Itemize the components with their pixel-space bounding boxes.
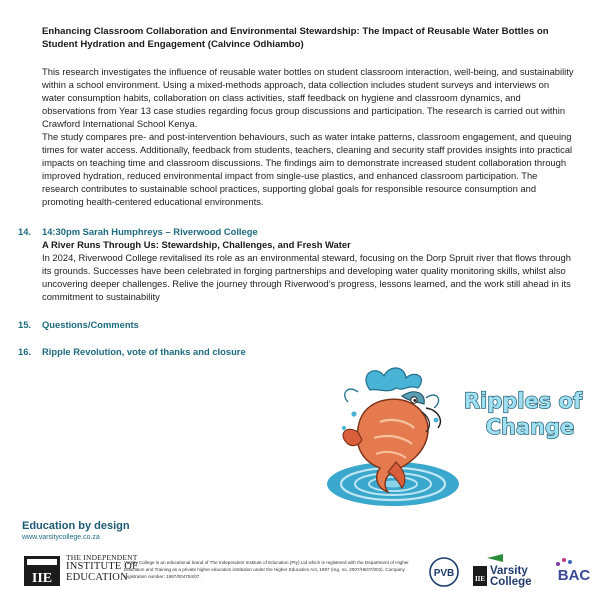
- agenda-item-number: 16.: [18, 346, 32, 357]
- agenda-item-heading: 14:30pm Sarah Humphreys – Riverwood College: [42, 226, 258, 237]
- legal-disclaimer: Varsity College is an educational brand of The Independent Institute of Education (Pty) Ltd which is registered with the Department of Higher Education and Training as a private higher education institution under the Higher Education Act, 1997 (reg. no. 2007/HE07/002). Company registration number: 1987/004754/07.: [124, 560, 409, 579]
- ripples-of-change-illustration: [318, 362, 598, 512]
- varsity-college-mark: IIE: [474, 575, 486, 583]
- talk-title: Enhancing Classroom Collaboration and Environmental Stewardship: The Impact of Reusable Water Bottles on Student Hydration and Engagement (Calvince Odhiambo): [42, 26, 549, 50]
- varsity-college-logo: [473, 552, 543, 588]
- agenda-item-16: [18, 345, 578, 358]
- agenda-item-subtitle: A River Runs Through Us: Stewardship, Challenges, and Fresh Water: [42, 239, 351, 250]
- abstract-paragraph-1: This research investigates the influence of reusable water bottles on student classroom interaction, well-being, and sustainability within a school environment. Using a mixed-methods approach, data collection includes student surveys and interviews on water consumption habits, collaboration on class activities, staff feedback on hygiene and classroom dynamics, and observations from Year 13 case studies regarding focus group discussions and participation. The research is carried out within Crawford International School Kenya.: [42, 66, 574, 129]
- pvb-logo-text: PVB: [433, 568, 455, 579]
- footer-tagline: Education by design: [22, 520, 130, 532]
- iie-logo: [22, 553, 139, 588]
- bac-logo-text: BAC: [557, 567, 591, 584]
- agenda-item-15: [18, 318, 578, 331]
- footer-website-link[interactable]: www.varsitycollege.co.za: [22, 534, 100, 541]
- bac-logo: [550, 556, 594, 588]
- iie-emblem-icon: [22, 554, 62, 588]
- abstract-paragraph-2: The study compares pre- and post-intervention behaviours, such as water intake patterns, classroom engagement, and queuing times for water access. Additionally, feedback from students, teachers, cleaning and security staff provides insights into practical impacts on teaching time and classroom discussions. The findings aim to demonstrate increased student collaboration through improved hydration, reduced environmental impact from single-use plastics, and enhanced classroom participation. The research contributes to sustainable school practices, supporting global goals for responsible resource consumption and promoting health-centered educational environments.: [42, 131, 573, 207]
- agenda-item-body: In 2024, Riverwood College revitalised its role as an environmental steward, focusing on the Dorp Spruit river that flows through its grounds. Successes have been celebrated in forging partnerships and developing water quality monitoring skills, whilst also uncovering deeper challenges. Relive the journey through Riverwood’s progress, lessons learned, and the work still ahead in its commitment to sustainability: [42, 252, 571, 302]
- varsity-college-line-1: Varsity: [490, 565, 528, 577]
- agenda-item-heading: Questions/Comments: [42, 319, 139, 330]
- caption-line-1: Ripples of: [463, 389, 583, 413]
- pvb-logo: [428, 556, 460, 588]
- agenda-item-number: 14.: [18, 226, 32, 237]
- varsity-college-line-2: College: [490, 576, 532, 588]
- talk-abstract: [42, 65, 574, 208]
- iie-wordmark-line-2: INSTITUTE OF: [66, 561, 139, 572]
- caption-line-2: Change: [485, 415, 575, 439]
- ripples-of-change-caption: [464, 389, 583, 439]
- iie-wordmark-line-1: THE INDEPENDENT: [66, 553, 138, 562]
- iie-wordmark-line-3: EDUCATION: [66, 571, 128, 583]
- agenda-item-14: [18, 225, 578, 303]
- iie-emblem-text: IIE: [31, 571, 53, 586]
- agenda-item-heading: Ripple Revolution, vote of thanks and closure: [42, 346, 246, 357]
- agenda-item-number: 15.: [18, 319, 32, 330]
